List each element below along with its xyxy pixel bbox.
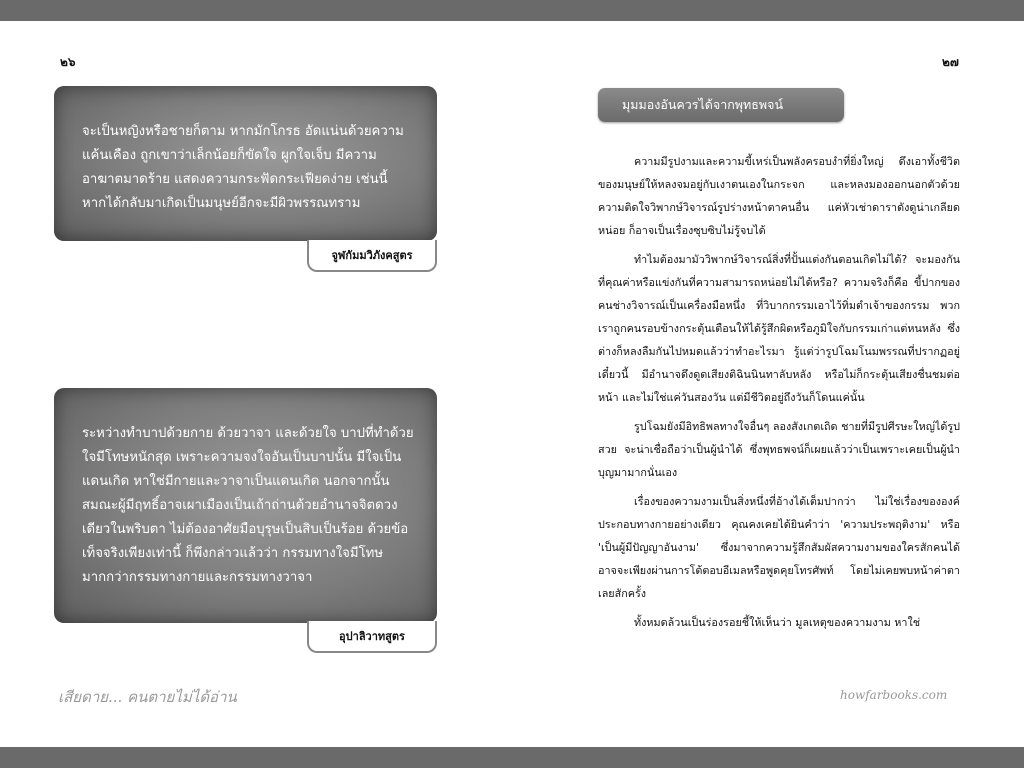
page-number-right: ๒๗ bbox=[942, 55, 959, 69]
body-text bbox=[598, 150, 960, 640]
paragraph-2: ทำไมต้องมามัววิพากษ์วิจารณ์สิ่งที่ปั้นแต่งกันตอนเกิดไม่ได้? จะมองกันที่คุณค่าหรือแข่งกันที่ความสามารถหน่อยไม่ได้หรือ? ความจริงก็คือ ขี้ปากของคนช่างวิจารณ์เป็นเครื่องมือหนึ่ง ที่วิบากกรรมเอาไว้ทิ่มตำเจ้าของกรรม พวกเราถูกคนรอบข้างกระตุ้นเตือนให้ได้รู้สึกผิดหรือภูมิใจกับกรรมเก่าแต่หนหลัง ซึ่งต่างก็หลงลืมกันไปหมดแล้วว่าทำอะไรมา รู้แต่ว่ารูปโฉมโนมพรรณที่ปรากฏอยู่เดี๋ยวนี้ มีอำนาจดึงดูดเสียงติฉินนินทาลับหลัง หรือไม่ก็กระตุ้นเสียงชื่นชมต่อหน้า และไม่ใช่แค่วันสองวัน แต่มีชีวิตอยู่ถึงวันก็โดนแค่นั้น bbox=[598, 253, 960, 404]
section-heading: มุมมองอันควรได้จากพุทธพจน์ bbox=[598, 88, 844, 122]
quote-box-2 bbox=[54, 388, 437, 623]
quote-source-1: จูฬกัมมวิภังคสูตร bbox=[307, 240, 437, 272]
quote-text-2: ระหว่างทำบาปด้วยกาย ด้วยวาจา และด้วยใจ บาปที่ทำด้วยใจมีโทษหนักสุด เพราะความจงใจอันเป็นบาปนั้น มีใจเป็นแดนเกิด หาใช่มีกายและวาจาเป็นแดนเกิด นอกจากนั้นสมณะผู้มีฤทธิ์อาจเผาเมืองเป็นเถ้าถ่านด้วยอำนาจจิตดวงเดียวในพริบตา ไม่ต้องอาศัยมือบุรุษเป็นสิบเป็นร้อย ด้วยข้อเท็จจริงเพียงเท่านี้ ก็พึงกล่าวแล้วว่า กรรมทางใจมีโทษมากกว่ากรรมทางกายและกรรมทางวาจา bbox=[82, 426, 414, 585]
top-bar bbox=[0, 0, 1024, 21]
paragraph-5: ทั้งหมดล้วนเป็นร่องรอยชี้ให้เห็นว่า มูลเหตุของความงาม หาใช่ bbox=[634, 616, 921, 629]
quote-source-2: อุปาลิวาทสูตร bbox=[307, 621, 437, 653]
bottom-bar bbox=[0, 747, 1024, 768]
footer-book-title: เสียดาย... คนตายไม่ได้อ่าน bbox=[58, 688, 237, 706]
paragraph-4: เรื่องของความงามเป็นสิ่งหนึ่งที่อ้างได้เต็มปากว่า ไม่ใช่เรื่องขององค์ประกอบทางกายอย่างเดียว คุณคงเคยได้ยินคำว่า 'ความประพฤติงาม' หรือ 'เป็นผู้มีปัญญาอันงาม' ซึ่งมาจากความรู้สึกสัมผัสความงามของใครสักคนได้ อาจจะเพียงผ่านการโต้ตอบอีเมลหรือพูดคุยโทรศัพท์ โดยไม่เคยพบหน้าค่าตาเลยสักครั้ง bbox=[598, 495, 960, 600]
page-number-left: ๒๖ bbox=[60, 55, 76, 69]
paragraph-3: รูปโฉมยังมีอิทธิพลทางใจอื่นๆ ลองสังเกตเถิด ชายที่มีรูปศีรษะใหญ่ได้รูปสวย จะน่าเชื่อถือว่าเป็นผู้นำได้ ซึ่งพุทธพจน์ก็เผยแล้วว่าเป็นเพราะเคยเป็นผู้นำบุญมามากนั่นเอง bbox=[598, 420, 960, 479]
paragraph-1: ความมีรูปงามและความขี้เหร่เป็นพลังครอบงำที่ยิ่งใหญ่ ดึงเอาทั้งชีวิตของมนุษย์ให้หลงจมอยู่กับเงาตนเองในกระจก และหลงมองออกนอกตัวด้วยความติดใจวิพากษ์วิจารณ์รูปร่างหน้าตาคนอื่น แค่หัวเช่าดาราดังดูน่าเกลียดหน่อย ก็อาจเป็นเรื่องซุบซิบไม่รู้จบได้ bbox=[598, 155, 960, 237]
quote-box-1 bbox=[54, 86, 437, 241]
quote-text-1: จะเป็นหญิงหรือชายก็ตาม หากมักโกรธ อัดแน่นด้วยความแค้นเคือง ถูกเขาว่าเล็กน้อยก็ขัดใจ ผูกใจเจ็บ มีความอาฆาตมาดร้าย แสดงความกระฟัดกระเฟียดง่าย เช่นนี้ หากได้กลับมาเกิดเป็นมนุษย์อีกจะมีผิวพรรณทราม bbox=[82, 124, 404, 211]
footer-website: howfarbooks.com bbox=[840, 688, 948, 702]
